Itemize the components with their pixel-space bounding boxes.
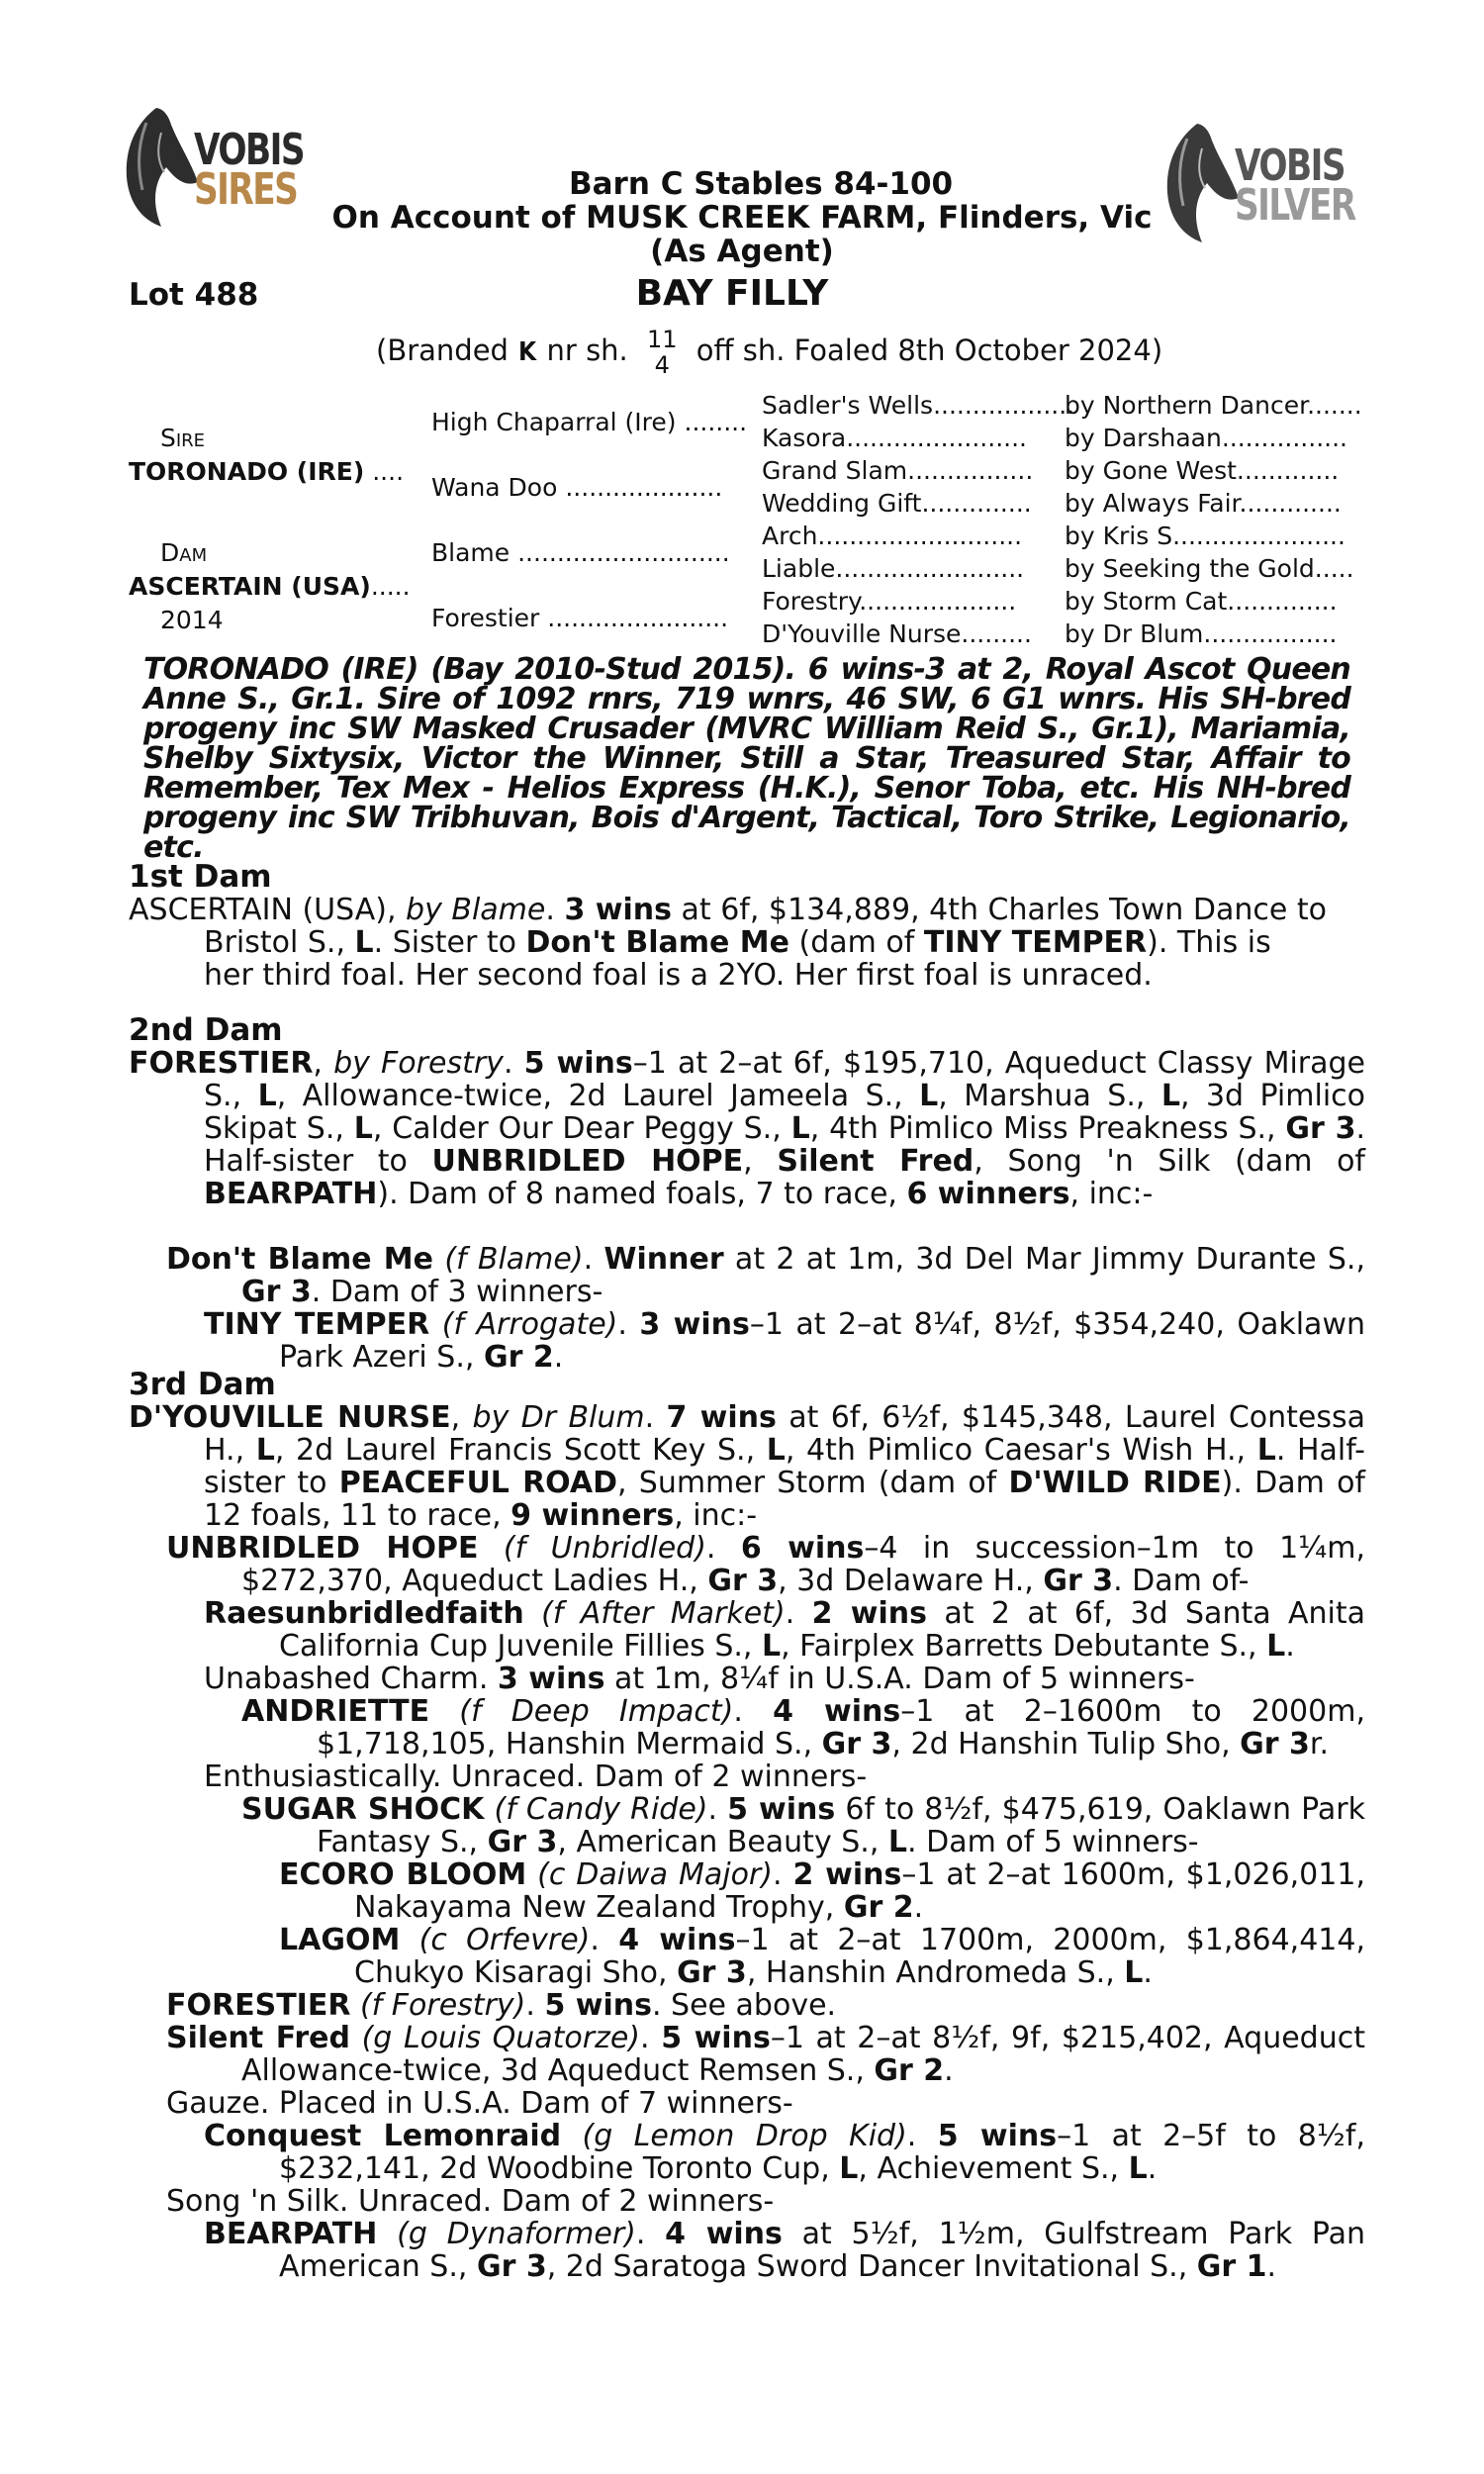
third-dam-sugar-shock: SUGAR SHOCK (f Candy Ride). 5 wins 6f to 8½f, $475,619, Oaklawn Park Fantasy S., Gr 3, American Beauty S., L. Dam of 5 winners- [241, 1792, 1365, 1859]
pedigree-gen2-1: High Chaparral (Ire) ........ [431, 408, 748, 436]
dam-foaled-year: 2014 [160, 606, 224, 634]
first-dam-text: ASCERTAIN (USA), by Blame. 3 wins at 6f, $134,889, 4th Charles Town Dance to Bristol S., L. Sister to Don't Blame Me (dam of TINY TEMPER). This is her third foal. Her second foal is a 2YO. Her first foal is unraced. [129, 893, 1327, 993]
pedigree-gen3-4: Wedding Gift.............. [762, 489, 1032, 518]
second-dam-progeny-1: Don't Blame Me (f Blame). Winner at 2 at 1m, 3d Del Mar Jimmy Durante S., Gr 3. Dam of 3 winners- [166, 1242, 1366, 1309]
pedigree-gen4-8: by Dr Blum................. [1065, 619, 1338, 648]
logo-text-top: VOBIS [194, 125, 304, 175]
brand-mark: K [518, 337, 537, 367]
pedigree-gen3-3: Grand Slam................ [762, 456, 1034, 485]
pedigree-gen3-5: Arch.......................... [762, 522, 1023, 550]
pedigree-gen4-3: by Gone West............. [1065, 456, 1340, 485]
dam-label: Dam [160, 538, 208, 567]
header-agent: (As Agent) [650, 234, 834, 269]
third-dam-ecoro-bloom: ECORO BLOOM (c Daiwa Major). 2 wins–1 at 2–at 1600m, $1,026,011, Nakayama New Zealand Trophy, Gr 2. [279, 1857, 1365, 1925]
brand-near-side: nr sh. [546, 333, 628, 367]
third-dam-unbridled-hope: UNBRIDLED HOPE (f Unbridled). 6 wins–4 in succession–1m to 1¼m, $272,370, Aqueduct Ladies H., Gr 3, 3d Delaware H., Gr 3. Dam of- [166, 1531, 1366, 1598]
third-dam-conquest-lemonraid: Conquest Lemonraid (g Lemon Drop Kid). 5 wins–1 at 2–5f to 8½f, $232,141, 2d Woodbine Toronto Cup, L, Achievement S., L. [204, 2119, 1365, 2186]
pedigree-gen4-5: by Kris S...................... [1065, 522, 1345, 550]
fraction-numerator: 11 [647, 326, 678, 353]
lot-number: Lot 488 [129, 277, 259, 313]
second-dam-progeny-2: TINY TEMPER (f Arrogate). 3 wins–1 at 2–at 8¼f, 8½f, $354,240, Oaklawn Park Azeri S., Gr 2. [204, 1307, 1365, 1375]
third-dam-lagom: LAGOM (c Orfevre). 4 wins–1 at 2–at 1700m, 2000m, $1,864,414, Chukyo Kisaragi Sho, Gr 3, Hanshin Andromeda S., L. [279, 1923, 1365, 1990]
brand-fraction [647, 327, 678, 378]
section-third-dam: 3rd Dam [129, 1367, 276, 1402]
dam-name: ASCERTAIN (USA)..... [129, 572, 411, 601]
logo-text-top: VOBIS [1235, 141, 1345, 191]
logo-text-bottom: SILVER [1235, 180, 1355, 231]
pedigree-gen3-7: Forestry.................... [762, 587, 1017, 616]
pedigree-gen4-4: by Always Fair............. [1065, 489, 1342, 518]
sire-narrative: TORONADO (IRE) (Bay 2010-Stud 2015). 6 wins-3 at 2, Royal Ascot Queen Anne S., Gr.1. Sire of 1092 rnrs, 719 wnrs, 46 SW, 6 G1 wnrs. His SH-bred progeny inc SW Masked Crusader (MVRC William Reid S., Gr.1), Mariamia, Shelby Sixtysix, Victor the Winner, Still a Star, Treasured Star, Affair to Remember, Tex Mex - Helios Express (H.K.), Senor Toba, etc. His NH-bred progeny inc SW Tribhuvan, Bois d'Argent, Tactical, Toro Strike, Legionario, etc. [143, 652, 1350, 865]
pedigree-gen2-4: Forestier ....................... [431, 604, 729, 632]
third-dam-silent-fred: Silent Fred (g Louis Quatorze). 5 wins–1 at 2–at 8½f, 9f, $215,402, Aqueduct Allowance-twice, 3d Aqueduct Remsen S., Gr 2. [166, 2021, 1365, 2088]
pedigree-gen3-1: Sadler's Wells.................. [762, 391, 1075, 420]
sire-label: Sire [160, 424, 206, 452]
pedigree-gen4-6: by Seeking the Gold..... [1065, 554, 1354, 583]
brand-line [376, 327, 1162, 378]
pedigree-gen3-2: Kasora....................... [762, 424, 1027, 452]
pedigree-gen2-2: Wana Doo .................... [431, 473, 723, 502]
section-first-dam: 1st Dam [129, 859, 272, 895]
pedigree-gen2-3: Blame ........................... [431, 538, 730, 567]
third-dam-text: D'YOUVILLE NURSE, by Dr Blum. 7 wins at 6f, 6½f, $145,348, Laurel Contessa H., L, 2d Laurel Francis Scott Key S., L, 4th Pimlico Caesar's Wish H., L. Half-sister to PEACEFUL ROAD, Summer Storm (dam of D'WILD RIDE). Dam of 12 foals, 11 to race, 9 winners, inc:- [129, 1400, 1366, 1533]
second-dam-text: FORESTIER, by Forestry. 5 wins–1 at 2–at 6f, $195,710, Aqueduct Classy Mirage S., L, Allowance-twice, 2d Laurel Jameela S., L, Marshua S., L, 3d Pimlico Skipat S., L, Calder Our Dear Peggy S., L, 4th Pimlico Miss Preakness S., Gr 3. Half-sister to UNBRIDLED HOPE, Silent Fred, Song 'n Silk (dam of BEARPATH). Dam of 8 named foals, 7 to race, 6 winners, inc:- [129, 1046, 1366, 1211]
pedigree-gen3-8: D'Youville Nurse......... [762, 619, 1032, 648]
header-barn: Barn C Stables 84-100 [569, 166, 954, 202]
third-dam-forestier: FORESTIER (f Forestry). 5 wins. See above. [166, 1988, 837, 2023]
section-second-dam: 2nd Dam [129, 1012, 283, 1048]
pedigree-gen4-2: by Darshaan................ [1065, 424, 1347, 452]
third-dam-bearpath: BEARPATH (g Dynaformer). 4 wins at 5½f, 1½m, Gulfstream Park Pan American S., Gr 3, 2d Saratoga Sword Dancer Invitational S., Gr 1. [204, 2217, 1366, 2284]
brand-suffix: off sh. Foaled 8th October 2024) [696, 333, 1163, 367]
third-dam-enthusiastically: Enthusiastically. Unraced. Dam of 2 winners- [204, 1760, 868, 1794]
third-dam-song-n-silk: Song 'n Silk. Unraced. Dam of 2 winners- [166, 2184, 775, 2219]
third-dam-gauze: Gauze. Placed in U.S.A. Dam of 7 winners- [166, 2086, 793, 2121]
sire-name: TORONADO (IRE) .... [129, 457, 405, 486]
third-dam-andriette: ANDRIETTE (f Deep Impact). 4 wins–1 at 2–1600m to 2000m, $1,718,105, Hanshin Mermaid S., Gr 3, 2d Hanshin Tulip Sho, Gr 3r. [241, 1694, 1365, 1761]
logo-text-bottom: SIRES [194, 164, 298, 215]
pedigree-gen4-1: by Northern Dancer....... [1065, 391, 1362, 420]
third-dam-raesunbridledfaith: Raesunbridledfaith (f After Market). 2 wins at 2 at 6f, 3d Santa Anita California Cup Juvenile Fillies S., L, Fairplex Barretts Debutante S., L. [204, 1596, 1366, 1664]
brand-prefix: (Branded [376, 333, 509, 367]
third-dam-unabashed-charm: Unabashed Charm. 3 wins at 1m, 8¼f in U.S.A. Dam of 5 winners- [204, 1662, 1195, 1696]
pedigree-gen4-7: by Storm Cat.............. [1065, 587, 1338, 616]
fraction-denominator: 4 [654, 351, 670, 379]
page-title: BAY FILLY [635, 273, 829, 314]
pedigree-gen3-6: Liable........................ [762, 554, 1025, 583]
header-account: On Account of MUSK CREEK FARM, Flinders, Vic [331, 200, 1153, 236]
